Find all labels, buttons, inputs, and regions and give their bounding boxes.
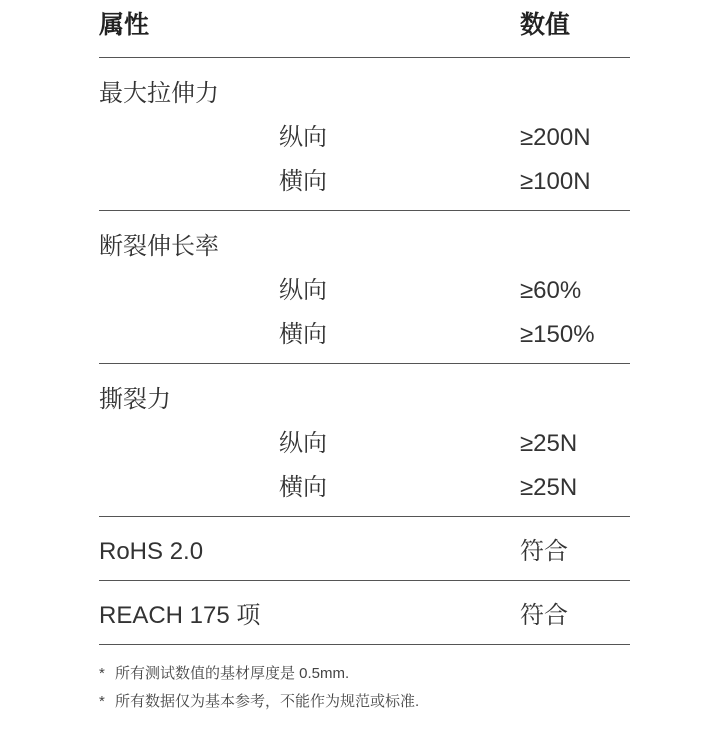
group-tear-force: [99, 364, 630, 517]
footnote-text: 所有数据仅为基本参考，不能作为规范或标准.: [115, 693, 420, 710]
row-rohs: [99, 517, 630, 581]
footnote: [99, 688, 659, 716]
direction-label: 横向: [279, 168, 327, 195]
row-reach: [99, 581, 630, 645]
row-label: REACH 175 项: [99, 602, 261, 629]
value-cell: ≥25N: [520, 430, 578, 457]
value-cell: 符合: [520, 538, 568, 565]
value-cell: ≥25N: [520, 474, 578, 501]
table-header: [99, 0, 630, 58]
footnote: [99, 660, 659, 688]
group-title: 断裂伸长率: [99, 233, 219, 260]
asterisk-icon: *: [99, 665, 105, 682]
properties-table: [99, 0, 630, 645]
asterisk-icon: *: [99, 693, 105, 710]
row-label: RoHS 2.0: [99, 538, 204, 565]
value-cell: 符合: [520, 602, 568, 629]
footnote-text: 所有测试数值的基材厚度是 0.5mm.: [115, 665, 350, 682]
group-elongation-at-break: [99, 211, 630, 364]
value-cell: ≥150%: [520, 321, 595, 348]
direction-label: 横向: [279, 321, 327, 348]
group-max-tensile-force: [99, 58, 630, 211]
direction-label: 纵向: [279, 430, 327, 457]
value-cell: ≥200N: [520, 124, 591, 151]
value-cell: ≥60%: [520, 277, 582, 304]
direction-label: 纵向: [279, 124, 327, 151]
direction-label: 纵向: [279, 277, 327, 304]
header-value: 数值: [520, 11, 571, 39]
value-cell: ≥100N: [520, 168, 591, 195]
footnotes: [99, 660, 659, 716]
header-property: 属性: [99, 11, 150, 39]
group-title: 最大拉伸力: [99, 80, 219, 107]
group-title: 撕裂力: [99, 386, 171, 413]
direction-label: 横向: [279, 474, 327, 501]
